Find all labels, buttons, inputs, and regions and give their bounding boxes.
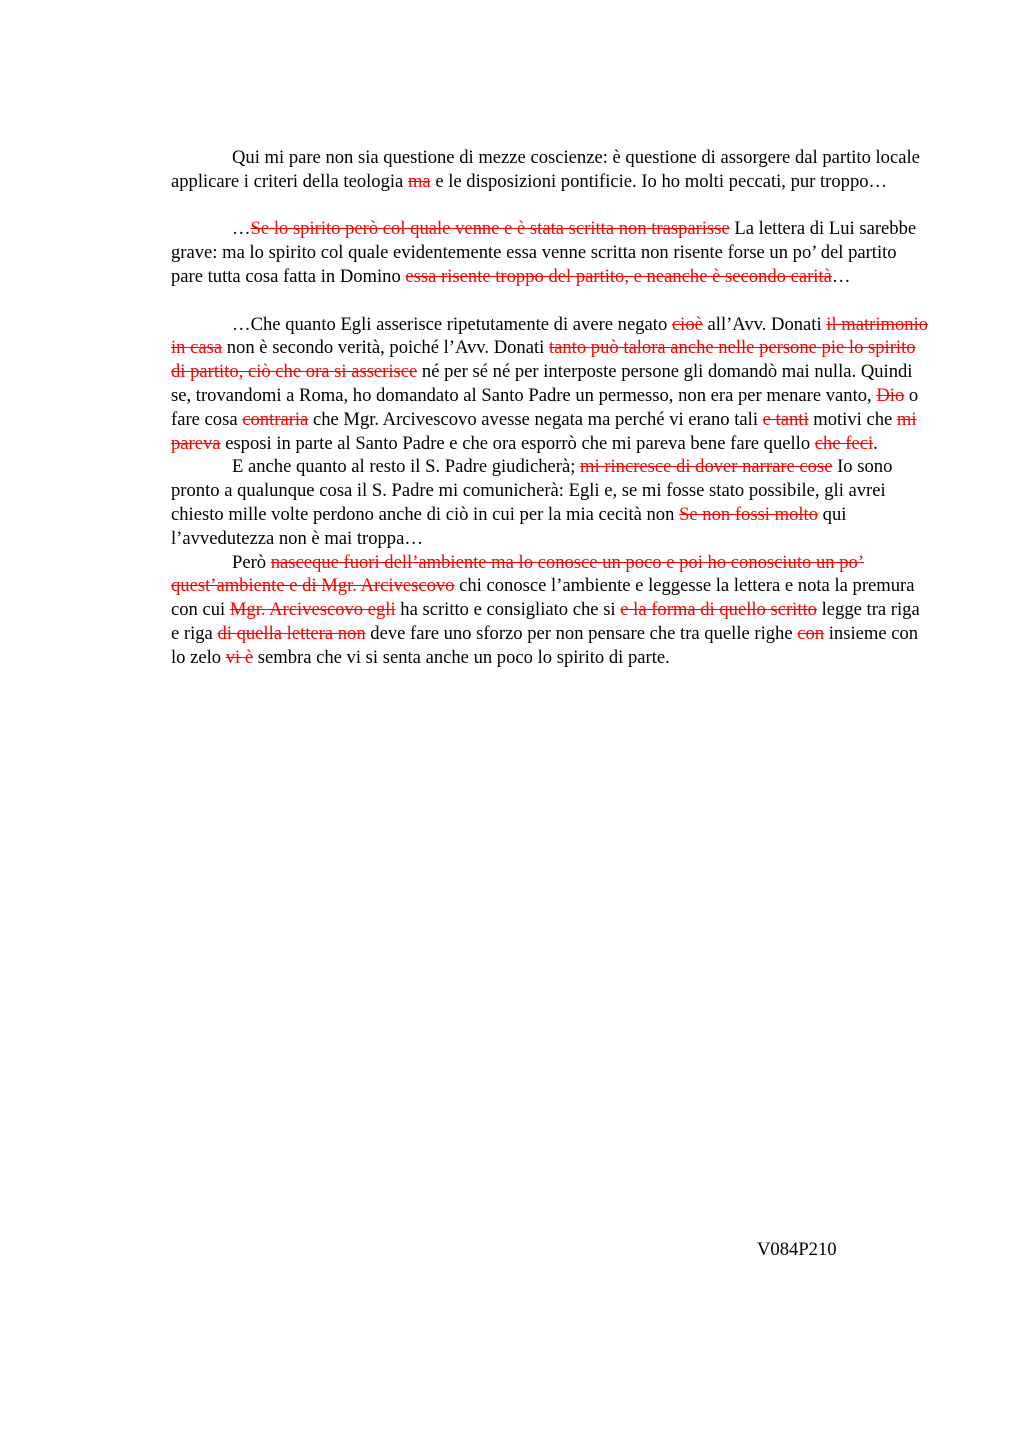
text-segment: E anche quanto al resto il S. Padre giudicherà; xyxy=(232,456,581,478)
deleted-text: mi rincresce di dover narrare cose xyxy=(580,456,833,478)
paragraph-2 xyxy=(171,217,931,288)
deleted-text: che feci xyxy=(814,432,874,454)
deleted-text: Se lo spirito però col quale venne e è stata scritta non trasparisse xyxy=(250,218,730,240)
text-segment: esposi in parte al Santo Padre e che ora esporrò che mi pareva bene fare quello xyxy=(220,432,815,454)
text-segment: … xyxy=(831,265,851,287)
text-segment: La lettera di Lui sarebbe grave: ma lo spirito col quale evidentemente essa venne scritta non risente forse un po’ del partito pare tutta cosa fatta in Domino xyxy=(171,218,917,287)
deleted-text: essa risente troppo del partito, e neanche è secondo carità xyxy=(405,265,832,287)
paragraph-4 xyxy=(171,455,931,550)
deleted-text: mi pareva xyxy=(171,408,917,454)
text-segment: . xyxy=(873,432,878,454)
deleted-text: nasceque fuori dell’ambiente ma lo conosce un poco e poi ho conosciuto un po’ quest’ambiente e di Mgr. Arcivescovo xyxy=(171,551,865,597)
text-segment: che Mgr. Arcivescovo avesse negata ma perché vi erano tali xyxy=(308,408,763,430)
deleted-text: e tanti xyxy=(762,408,809,430)
deleted-text: tanto può talora anche nelle persone pie lo spirito di partito, ciò che ora si asserisce xyxy=(171,337,916,383)
text-segment: motivi che xyxy=(808,408,897,430)
text-segment: all’Avv. Donati xyxy=(702,313,827,335)
text-segment: ha scritto e consigliato che si xyxy=(395,599,621,621)
deleted-text: e la forma di quello scritto xyxy=(620,599,817,621)
text-segment: legge tra riga e riga xyxy=(171,599,920,644)
text-segment: Io sono pronto a qualunque cosa il S. Padre mi comunicherà: Egli e, se mi fosse stato possibile, gli avrei chiesto mille volte perdono anche di ciò in cui per la mia cecità non xyxy=(171,456,893,525)
letter-text xyxy=(171,146,931,670)
page-code: V084P210 xyxy=(757,1239,837,1260)
text-segment: Però xyxy=(232,551,271,573)
deleted-text: Dio xyxy=(876,384,905,406)
text-segment: insieme con lo zelo xyxy=(171,622,919,668)
deleted-text: cioè xyxy=(671,313,703,335)
text-segment: o fare cosa xyxy=(171,384,919,430)
text-segment: non è secondo verità, poiché l’Avv. Donati xyxy=(222,337,549,359)
text-segment: né per sé né per interposte persone gli domandò mai nulla. Quindi se, trovandomi a Roma, ho domandato al Santo Padre un permesso, non era per menare vanto, xyxy=(171,361,913,406)
deleted-text: vi è xyxy=(225,646,254,668)
text-segment: qui l’avvedutezza non è mai troppa… xyxy=(171,503,847,549)
deleted-text: il matrimonio in casa xyxy=(171,313,929,359)
text-segment: … xyxy=(232,218,251,240)
text-segment: …Che quanto Egli asserisce ripetutamente di avere negato xyxy=(232,313,672,335)
text-segment: chi conosce l’ambiente e leggesse la lettera e nota la premura con cui xyxy=(171,575,915,621)
deleted-text: di quella lettera non xyxy=(217,622,366,644)
paragraph-3 xyxy=(171,313,931,456)
paragraph-1 xyxy=(171,146,931,194)
text-segment: e le disposizioni pontificie. Io ho molti peccati, pur troppo… xyxy=(430,170,888,192)
text-segment: Qui mi pare non sia questione di mezze coscienze: è questione di assorgere dal partito locale applicare i criteri della teologia xyxy=(171,147,920,192)
paragraph-5 xyxy=(171,551,931,670)
deleted-text: Se non fossi molto xyxy=(679,503,819,525)
deleted-text: ma xyxy=(407,170,431,192)
text-segment: deve fare uno sforzo per non pensare che tra quelle righe xyxy=(365,622,798,644)
deleted-text: con xyxy=(797,622,825,644)
deleted-text: contraria xyxy=(242,408,309,430)
text-segment: sembra che vi si senta anche un poco lo spirito di parte. xyxy=(253,646,670,668)
deleted-text: Mgr. Arcivescovo egli xyxy=(229,599,396,621)
